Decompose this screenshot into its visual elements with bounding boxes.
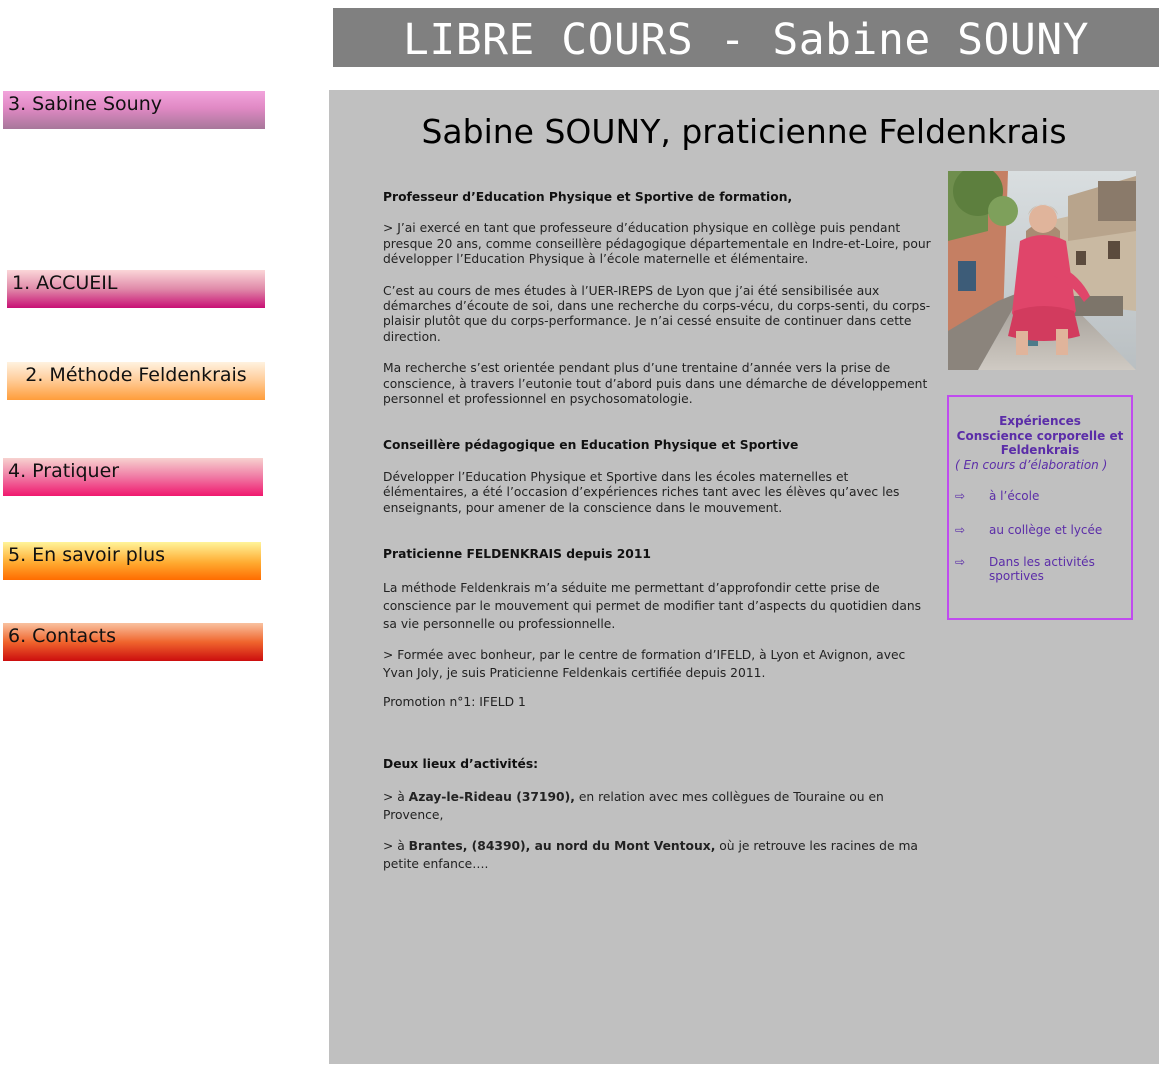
lieu-azay-name: Azay-le-Rideau (37190), (408, 790, 575, 805)
lieu-prefix: > à (383, 839, 409, 854)
sidebox-link-label[interactable]: à l’école (989, 489, 1040, 503)
sidebox-link-label[interactable]: Dans les activités sportives (989, 555, 1095, 583)
nav-button-sabine-souny[interactable]: 3. Sabine Souny (3, 91, 265, 129)
paragraph-lieu-brantes (383, 837, 936, 873)
lieu-azay-text: en relation avec mes collègues de Touraine ou en Provence, (383, 790, 884, 823)
nav-button-contacts[interactable]: 6. Contacts (3, 623, 263, 661)
sidebox-link-label[interactable]: au collège et lycée (989, 523, 1103, 537)
biography-text (383, 190, 936, 873)
section-heading-lieux: Deux lieux d’activités: (383, 756, 539, 771)
site-banner-title: LIBRE COURS - Sabine SOUNY (333, 8, 1159, 67)
paragraph-experience: > J’ai exercé en tant que professeure d’éducation physique en collège puis pendant presque 20 ans, comme conseillère pédagogique départementale en Indre-et-Loire, pour développer l’Education Physique à l’école maternelle et élémentaire. (383, 221, 931, 267)
section-heading-praticienne: Praticienne FELDENKRAIS depuis 2011 (383, 547, 651, 562)
arrow-right-icon: ⇨ (955, 555, 966, 569)
paragraph-etudes: C’est au cours de mes études à l’UER-IREPS de Lyon que j’ai été sensibilisée aux démarches d’écoute de soi, dans une recherche du corps-vécu, du corps-senti, du corps-plaisir plutôt que du corps-performance. Je n’ai cessé ensuite de continuer dans cette direction. (383, 283, 931, 344)
nav-button-accueil[interactable]: 1. ACCUEIL (7, 270, 265, 308)
portrait-photo (948, 171, 1136, 370)
main-content-panel (329, 90, 1159, 1064)
sidebox-title (949, 414, 1131, 458)
lieu-prefix: > à (383, 790, 409, 805)
nav-button-pratiquer[interactable]: 4. Pratiquer (3, 458, 263, 496)
section-heading-conseillere: Conseillère pédagogique en Education Physique et Sportive (383, 438, 799, 453)
lieu-brantes-text: où je retrouve les racines de ma petite enfance…. (383, 839, 918, 872)
paragraph-promotion: Promotion n°1: IFELD 1 (383, 694, 526, 709)
nav-button-methode-feldenkrais[interactable]: 2. Méthode Feldenkrais (7, 362, 265, 400)
paragraph-formation-ifeld: > Formée avec bonheur, par le centre de formation d’IFELD, à Lyon et Avignon, avec Yvan Joly, je suis Praticienne Feldenkais certifiée depuis 2011. (383, 647, 906, 680)
nav-button-en-savoir-plus[interactable]: 5. En savoir plus (3, 542, 261, 580)
paragraph-lieu-azay (383, 788, 936, 824)
lieu-brantes-name: Brantes, (84390), au nord du Mont Ventoux, (408, 839, 716, 854)
experiences-sidebox (947, 395, 1133, 620)
portrait-photo-icon (948, 171, 1136, 370)
sidebox-subtitle: ( En cours d’élaboration ) (955, 457, 1108, 472)
arrow-right-icon: ⇨ (955, 489, 966, 503)
sidebox-title-line: Expériences (999, 414, 1081, 428)
paragraph-recherche: Ma recherche s’est orientée pendant plus d’une trentaine d’année vers la prise de conscience, à travers l’eutonie tout d’abord puis dans une démarche de développement personnel et professionnel en psychosomatologie. (383, 361, 928, 407)
page-title: Sabine SOUNY, praticienne Feldenkrais (421, 112, 1067, 151)
section-heading-formation: Professeur d’Education Physique et Sportive de formation, (383, 190, 793, 204)
sidebox-link-activites-sportives[interactable] (955, 555, 1127, 583)
sidebox-title-line: Conscience corporelle et (956, 428, 1124, 443)
paragraph-conseillere: Développer l’Education Physique et Sportive dans les écoles maternelles et élémentaires, a été l’occasion d’expériences riches tant avec les élèves qu’avec les enseignants, pour amener de la conscience dans le mouvement. (383, 469, 900, 515)
sidebox-title-line: Feldenkrais (1000, 443, 1080, 457)
sidebox-link-ecole[interactable] (955, 489, 1127, 503)
arrow-right-icon: ⇨ (955, 523, 966, 537)
paragraph-methode: La méthode Feldenkrais m’a séduite me permettant d’approfondir cette prise de conscience par le mouvement qui permet de modifier tant d’aspects du quotidien dans sa vie personnelle ou professionnelle. (383, 580, 922, 631)
sidebox-link-college[interactable] (955, 523, 1127, 537)
